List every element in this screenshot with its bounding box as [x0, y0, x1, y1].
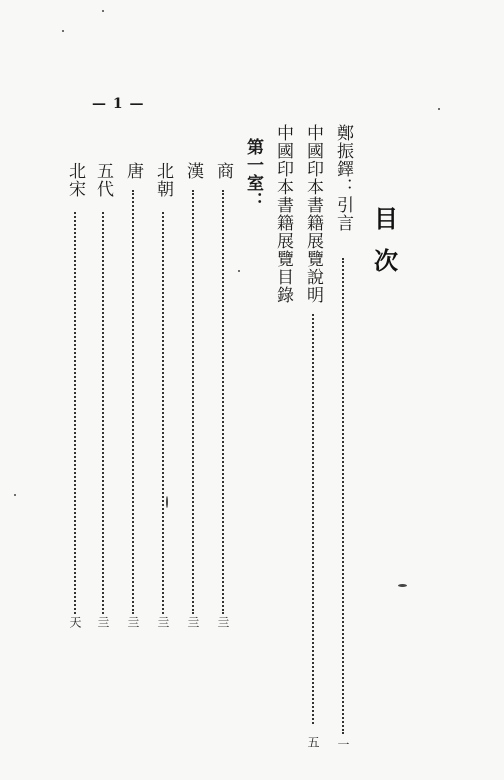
- leader-dots: [222, 190, 224, 614]
- leader-dots: [74, 212, 76, 614]
- page-number: — 1 —: [92, 96, 145, 112]
- entry-title: 商: [213, 162, 233, 180]
- title-char-1: 目: [374, 205, 398, 233]
- leader-dots: [192, 190, 194, 614]
- entry-title: 鄭振鐸：引言: [333, 124, 353, 232]
- entry-page: 亖: [186, 616, 200, 628]
- entry-title: 北朝: [153, 162, 173, 198]
- leader-dots: [132, 190, 134, 614]
- entry-page: 亖: [156, 616, 170, 628]
- toc-entry-exhibition-catalogue: [272, 124, 294, 324]
- leader-dots: [312, 314, 314, 724]
- entry-page: 五: [306, 736, 320, 748]
- entry-page: 一: [336, 738, 350, 750]
- scan-speck: [62, 30, 64, 32]
- entry-title: 中國印本書籍展覽說明: [303, 124, 323, 304]
- toc-entry-five-dynasties: [92, 162, 114, 642]
- entry-title: 唐: [123, 162, 143, 180]
- scan-speck: [398, 584, 407, 587]
- entry-page: 亖: [126, 616, 140, 628]
- toc-entry-room-one: [242, 138, 264, 238]
- toc-entry-han: [182, 162, 204, 642]
- entry-page: 亖: [216, 616, 230, 628]
- scan-speck: [166, 496, 168, 508]
- entry-title: 第一室：: [243, 138, 263, 210]
- toc-entry-shang: [212, 162, 234, 642]
- entry-title: 漢: [183, 162, 203, 180]
- toc-entry-exhibition-notes: [302, 124, 324, 748]
- toc-entry-tang: [122, 162, 144, 642]
- entry-title: 北宋: [65, 162, 85, 198]
- leader-dots: [162, 212, 164, 614]
- title-char-2: 次: [374, 247, 398, 275]
- toc-entry-northern-song: [64, 162, 86, 642]
- scan-speck: [14, 494, 16, 496]
- entry-page: 天: [68, 616, 82, 628]
- entry-title: 中國印本書籍展覽目錄: [273, 124, 293, 304]
- entry-page: 亖: [96, 616, 110, 628]
- leader-dots: [102, 212, 104, 614]
- toc-entry-introduction: [332, 124, 354, 750]
- toc-entry-northern-dynasties: [152, 162, 174, 642]
- scan-speck: [238, 270, 240, 272]
- leader-dots: [342, 258, 344, 734]
- entry-title: 五代: [93, 162, 113, 198]
- toc-title: [368, 198, 404, 282]
- scan-speck: [102, 10, 104, 12]
- scan-speck: [438, 108, 440, 110]
